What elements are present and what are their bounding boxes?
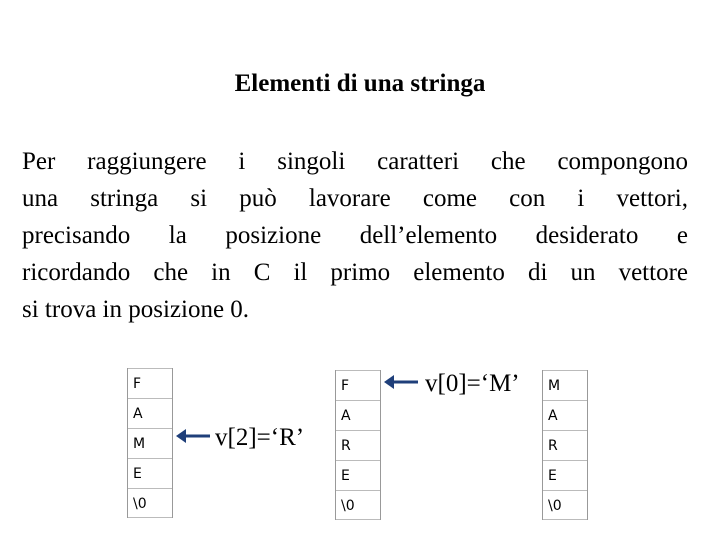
label-v0: v[0]=‘M’ <box>425 370 520 397</box>
paragraph-line: una stringa si può lavorare come con i vettori, <box>22 185 688 212</box>
vector-cell: F <box>336 370 380 400</box>
vector-cell: A <box>336 400 380 430</box>
vector-cell: M <box>543 370 587 400</box>
label-v2: v[2]=‘R’ <box>215 424 305 451</box>
arrow-left-icon <box>384 375 418 389</box>
paragraph-line: Per raggiungere i singoli caratteri che compongono <box>22 148 688 175</box>
vector-cell: E <box>128 458 172 488</box>
vector-cell: M <box>128 428 172 458</box>
vector-cell: F <box>128 368 172 398</box>
vector-cell: \0 <box>128 488 172 518</box>
slide-title: Elementi di una stringa <box>234 70 486 97</box>
vector-cell: E <box>336 460 380 490</box>
vector-cell: E <box>543 460 587 490</box>
vector-cell: \0 <box>543 490 587 520</box>
vector-cell: A <box>543 400 587 430</box>
vector-cell: \0 <box>336 490 380 520</box>
vector-cell: R <box>336 430 380 460</box>
paragraph-line: si trova in posizione 0. <box>22 296 250 323</box>
paragraph-line: ricordando che in C il primo elemento di un vettore <box>22 259 688 286</box>
vector-cell: R <box>543 430 587 460</box>
paragraph-line: precisando la posizione dell’elemento desiderato e <box>22 222 688 249</box>
arrow-left-icon <box>176 429 210 443</box>
vector-cell: A <box>128 398 172 428</box>
